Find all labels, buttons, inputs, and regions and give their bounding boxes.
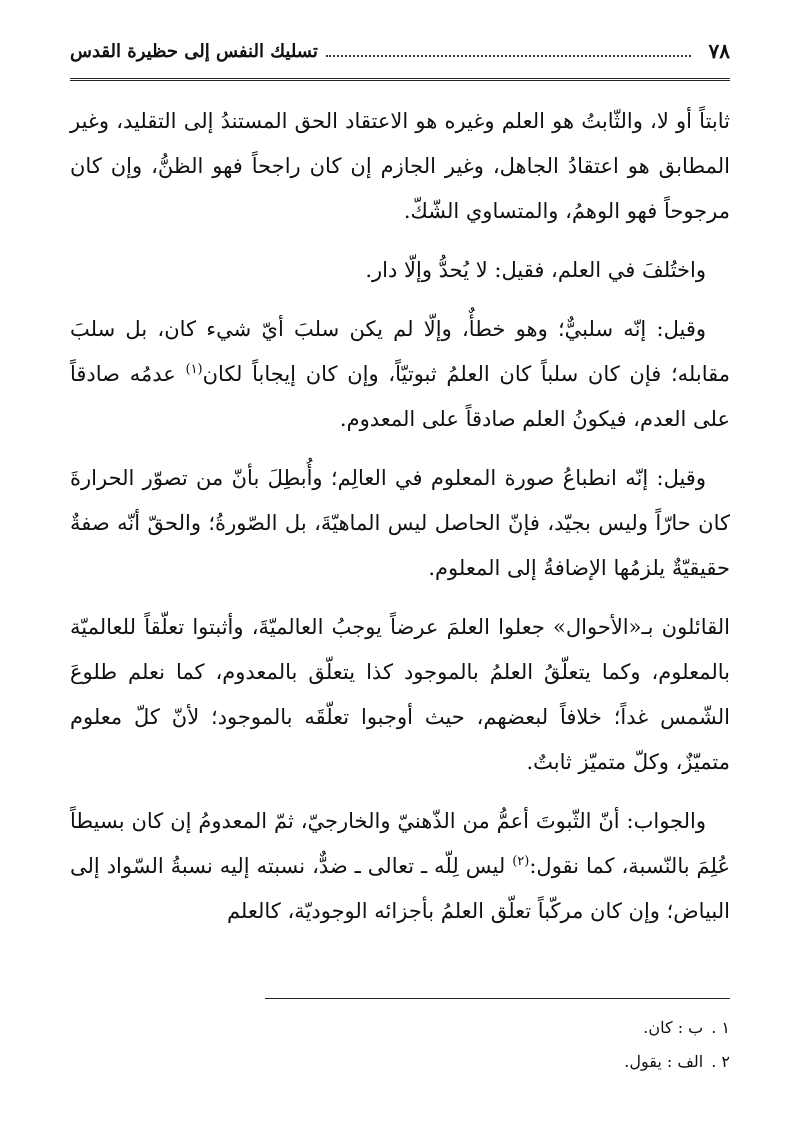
paragraph-text: واختُلفَ في العلم، فقيل: لا يُحدُّ وإلّا دار.	[365, 258, 706, 282]
footnotes	[70, 1011, 730, 1079]
body-text	[70, 99, 730, 934]
paragraph-text: وقيل: إنّه انطباعُ صورة المعلوم في العالِم؛ وأُبطِلَ بأنّ من تصوّر الحرارةَ كان حارّاً وليس بجيّد، فإنّ الحاصل ليس الماهيّةَ، بل الصّورةُ؛ والحقّ أنّه صفةٌ حقيقيّةٌ يلزمُها الإضافةُ إلى المعلوم.	[70, 466, 730, 580]
footnote-number: ١ .	[711, 1018, 730, 1037]
paragraph-text: وقيل: إنّه سلبيٌّ؛ وهو خطأٌ، وإلّا لم يكن سلبَ أيّ شيء كان، بل سلبَ مقابله؛ فإن كان سلباً كان العلمُ ثبوتيّاً، وإن كان إيجاباً لكان	[70, 317, 730, 386]
footnote-text: ب : كان.	[643, 1018, 704, 1037]
paragraph-text: ثابتاً أو لا، والثّابتُ هو العلم وغيره هو الاعتقاد الحق المستندُ إلى التقليد، وغير المطابق هو اعتقادُ الجاهل، وغير الجازم إن كان راجحاً فهو الظنُّ، وإن كان مرجوحاً فهو الوهمُ، والمتساوي الشّكّ.	[70, 109, 730, 223]
header-rule	[70, 78, 730, 81]
running-title: تسليك النفس إلى حظيرة القدس	[70, 40, 318, 62]
paragraph	[70, 248, 730, 293]
footnote-ref: (١)	[185, 362, 203, 377]
paragraph-text: القائلون بـ«الأحوال» جعلوا العلمَ عرضاً يوجبُ العالميّةَ، وأثبتوا تعلّقاً للعالميّة بالمعلوم، وكما يتعلّقُ العلمُ بالموجود كذا يتعلّق بالمعدوم، كما نعلم طلوعَ الشّمس غداً؛ خلافاً لبعضهم، حيث أوجبوا تعلّقَه بالموجود؛ لأنّ كلّ معلوم متميّزٌ، وكلّ متميّز ثابتٌ.	[70, 615, 730, 774]
footnote-text: الف : يقول.	[624, 1052, 704, 1071]
paragraph	[70, 605, 730, 785]
footnote-rule	[265, 998, 730, 999]
footnote-number: ٢ .	[711, 1052, 730, 1071]
paragraph	[70, 456, 730, 591]
paragraph	[70, 99, 730, 234]
footnote	[70, 1011, 730, 1045]
paragraph	[70, 307, 730, 442]
paragraph	[70, 799, 730, 934]
paragraph-text: ليس لِلّه ـ تعالى ـ ضدٌّ، نسبته إليه نسبةُ السّواد إلى البياض؛ وإن كان مركّباً تعلّق العلمُ بأجزائه الوجوديّة، كالعلم	[70, 854, 730, 923]
paragraph-text: والجواب: أنّ الثّبوتَ أعمُّ من الذّهنيّ والخارجيّ، ثمّ المعدومُ إن كان بسيطاً عُلِمَ بالنّسبة، كما نقول:	[70, 809, 730, 878]
dotted-leader	[326, 53, 691, 57]
paragraph-text: عدمُه صادقاً على العدم، فيكونُ العلم صادقاً على المعدوم.	[70, 362, 730, 431]
page-header	[70, 28, 730, 74]
footnote	[70, 1045, 730, 1079]
page-number: ٧٨	[708, 39, 730, 63]
footnote-ref: (٢)	[512, 854, 530, 869]
book-page	[70, 28, 730, 1108]
